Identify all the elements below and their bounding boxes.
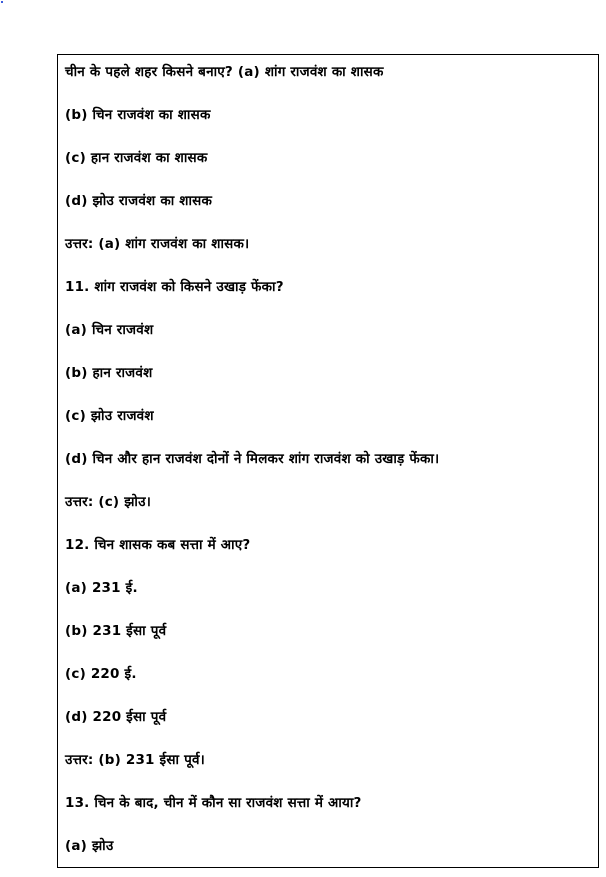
question-10-text: चीन के पहले शहर किसने बनाए? (a) शांग राजवंश का शासक [65,64,384,80]
corner-marker [1,1,3,3]
question-12-option-c: (c) 220 ई. [65,666,137,682]
question-13-text: 13. चिन के बाद, चीन में कौन सा राजवंश सत्ता में आया? [65,795,362,811]
question-10-option-d: (d) झोउ राजवंश का शासक [65,193,213,209]
question-11-option-a: (a) चिन राजवंश [65,322,154,338]
question-12-option-b: (b) 231 ईसा पूर्व [65,623,167,639]
question-12-option-a: (a) 231 ई. [65,580,138,596]
document-page [57,54,599,868]
question-12-answer: उत्तर: (b) 231 ईसा पूर्व। [65,752,205,768]
question-11-option-d: (d) चिन और हान राजवंश दोनों ने मिलकर शांग राजवंश को उखाड़ फेंका। [65,451,440,467]
question-11-answer: उत्तर: (c) झोउ। [65,494,152,510]
question-11-text: 11. शांग राजवंश को किसने उखाड़ फेंका? [65,279,284,295]
question-10-option-c: (c) हान राजवंश का शासक [65,150,208,166]
question-10-answer: उत्तर: (a) शांग राजवंश का शासक। [65,236,250,252]
question-11-option-b: (b) हान राजवंश [65,365,153,381]
question-10-option-b: (b) चिन राजवंश का शासक [65,107,211,123]
question-13-option-a: (a) झोउ [65,838,114,854]
question-12-text: 12. चिन शासक कब सत्ता में आए? [65,537,251,553]
question-11-option-c: (c) झोउ राजवंश [65,408,154,424]
question-12-option-d: (d) 220 ईसा पूर्व [65,709,167,725]
